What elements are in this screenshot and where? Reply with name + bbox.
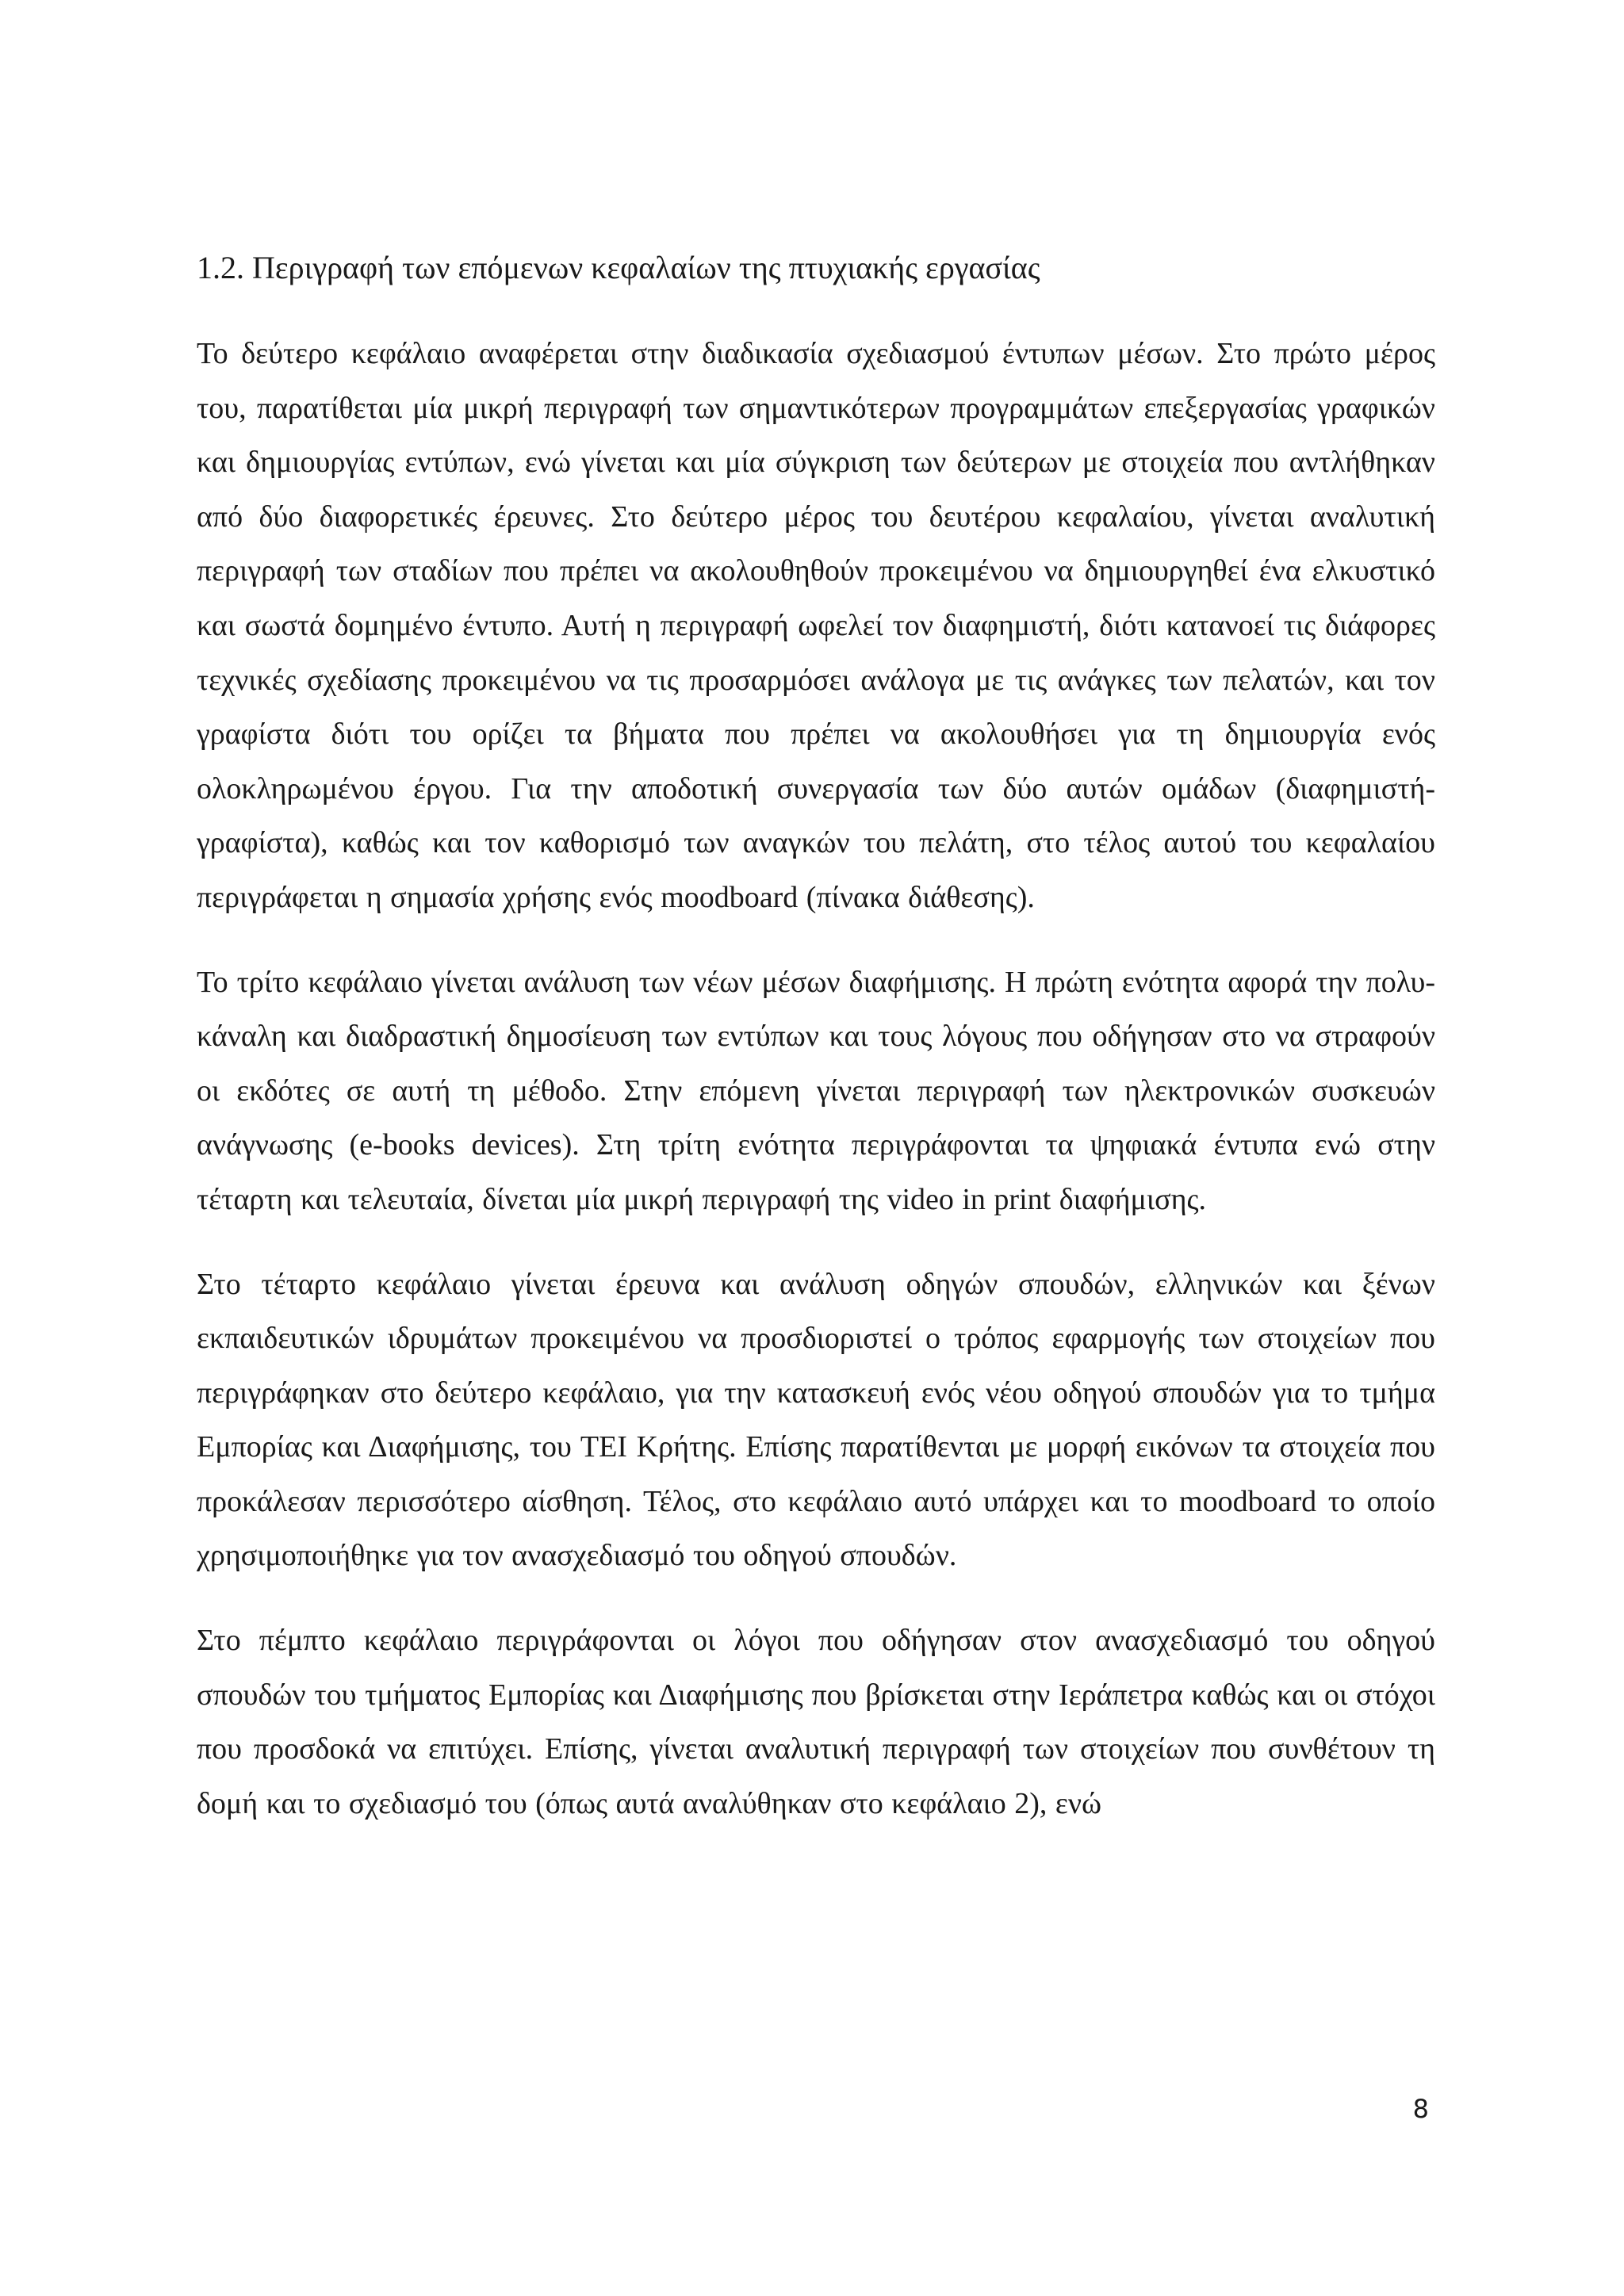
page-number: 8: [1412, 2094, 1429, 2124]
body-text: [197, 327, 1435, 1861]
paragraph-chapter-3: Το τρίτο κεφάλαιο γίνεται ανάλυση των νέων μέσων διαφήμισης. Η πρώτη ενότητα αφορά την πολυ-κάναλη και διαδραστική δημοσίευση των εντύπων και τους λόγους που οδήγησαν στο να στραφούν οι εκδότες σε αυτή τη μέθοδο. Στην επόμενη γίνεται περιγραφή των ηλεκτρονικών συσκευών ανάγνωσης (e-books devices). Στη τρίτη ενότητα περιγράφονται τα ψηφιακά έντυπα ενώ στην τέταρτη και τελευταία, δίνεται μία μικρή περιγραφή της video in print διαφήμισης.: [197, 965, 1435, 1216]
paragraph-chapter-4: Στο τέταρτο κεφάλαιο γίνεται έρευνα και ανάλυση οδηγών σπουδών, ελληνικών και ξένων εκπαιδευτικών ιδρυμάτων προκειμένου να προσδιοριστεί ο τρόπος εφαρμογής των στοιχείων που περιγράφηκαν στο δεύτερο κεφάλαιο, για την κατασκευή ενός νέου οδηγού σπουδών για το τμήμα Εμπορίας και Διαφήμισης, του ΤΕΙ Κρήτης. Επίσης παρατίθενται με μορφή εικόνων τα στοιχεία που προκάλεσαν περισσότερο αίσθηση. Τέλος, στο κεφάλαιο αυτό υπάρχει και το moodboard το οποίο χρησιμοποιήθηκε για τον ανασχεδιασμό του οδηγού σπουδών.: [197, 1267, 1435, 1573]
paragraph-chapter-2: Το δεύτερο κεφάλαιο αναφέρεται στην διαδικασία σχεδιασμού έντυπων μέσων. Στο πρώτο μέρος του, παρατίθεται μία μικρή περιγραφή των σημαντικότερων προγραμμάτων επεξεργασίας γραφικών και δημιουργίας εντύπων, ενώ γίνεται και μία σύγκριση των δεύτερων με στοιχεία που αντλήθηκαν από δύο διαφορετικές έρευνες. Στο δεύτερο μέρος του δευτέρου κεφαλαίου, γίνεται αναλυτική περιγραφή των σταδίων που πρέπει να ακολουθηθούν προκειμένου να δημιουργηθεί ένα ελκυστικό και σωστά δομημένο έντυπο. Αυτή η περιγραφή ωφελεί τον διαφημιστή, διότι κατανοεί τις διάφορες τεχνικές σχεδίασης προκειμένου να τις προσαρμόσει ανάλογα με τις ανάγκες των πελατών, και τον γραφίστα διότι του ορίζει τα βήματα που πρέπει να ακολουθήσει για τη δημιουργία ενός ολοκληρωμένου έργου. Για την αποδοτική συνεργασία των δύο αυτών ομάδων (διαφημιστή-γραφίστα), καθώς και τον καθορισμό των αναγκών του πελάτη, στο τέλος αυτού του κεφαλαίου περιγράφεται η σημασία χρήσης ενός moodboard (πίνακα διάθεσης).: [197, 337, 1435, 914]
paragraph-chapter-5: Στο πέμπτο κεφάλαιο περιγράφονται οι λόγοι που οδήγησαν στον ανασχεδιασμό του οδηγού σπουδών του τμήματος Εμπορίας και Διαφήμισης που βρίσκεται στην Ιεράπετρα καθώς και οι στόχοι που προσδοκά να επιτύχει. Επίσης, γίνεται αναλυτική περιγραφή των στοιχείων που συνθέτουν τη δομή και το σχεδιασμό του (όπως αυτά αναλύθηκαν στο κεφάλαιο 2), ενώ: [197, 1624, 1435, 1820]
section-heading: 1.2. Περιγραφή των επόμενων κεφαλαίων της πτυχιακής εργασίας: [197, 250, 1040, 285]
